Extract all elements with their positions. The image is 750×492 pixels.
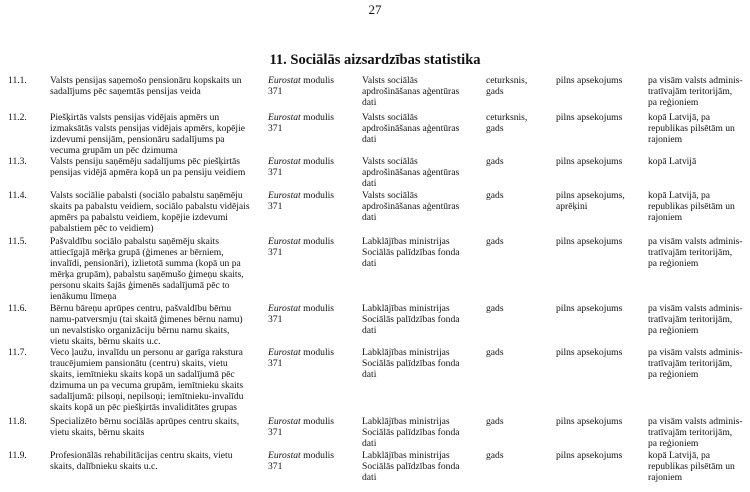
row-description: Profesionālās rehabilitācijas centru skaits, vietu skaits, dalībnieku skaits u.c. (50, 450, 233, 472)
row-source (268, 113, 360, 135)
row-frequency: gads (486, 347, 504, 358)
source-name: Eurostat (268, 190, 301, 201)
row-method: pilns apsekojums (556, 156, 623, 167)
row-source (268, 157, 360, 179)
row-method: pilns apsekojums, aprēķini (556, 190, 625, 212)
source-module: modulis 371 (268, 190, 335, 212)
row-data-provider: Valsts sociālās apdrošināšanas aģentūras dati (362, 75, 460, 108)
row-frequency: gads (486, 416, 504, 427)
row-frequency: gads (486, 236, 504, 247)
row-frequency: gads (486, 303, 504, 314)
row-number: 11.8. (8, 416, 27, 427)
source-module: modulis 371 (268, 303, 335, 325)
row-number: 11.4. (8, 190, 27, 201)
source-name: Eurostat (268, 156, 301, 167)
row-source (268, 304, 360, 326)
source-name: Eurostat (268, 75, 301, 86)
row-number: 11.1. (8, 75, 27, 86)
row-method: pilns apsekojums (556, 112, 623, 123)
row-number: 11.6. (8, 303, 27, 314)
row-number: 11.2. (8, 112, 27, 123)
row-frequency: gads (486, 190, 504, 201)
row-data-provider: Labklājības ministrijas Sociālās palīdzības fonda dati (362, 303, 460, 336)
row-frequency: gads (486, 156, 504, 167)
row-territory: pa visām valsts adminis- tratīvajām teritorijām, pa reģioniem (648, 75, 743, 108)
row-data-provider: Labklājības ministrijas Sociālās palīdzības fonda dati (362, 236, 460, 269)
row-source (268, 348, 360, 370)
row-data-provider: Labklājības ministrijas Sociālās palīdzības fonda dati (362, 450, 460, 483)
row-description: Bērnu bāreņu aprūpes centru, pašvaldību bērnu namu-patversmju (tai skaitā ģimenes bērnu namu) un nevalstisko organizāciju bērnu namu skaits, vietu skaits, bērnu skaits u.c. (50, 303, 243, 347)
source-module: modulis 371 (268, 236, 335, 258)
row-source (268, 76, 360, 98)
row-method: pilns apsekojums (556, 347, 623, 358)
row-frequency: gads (486, 450, 504, 461)
row-frequency: ceturksnis, gads (486, 75, 528, 97)
row-data-provider: Valsts sociālās apdrošināšanas aģentūras dati (362, 190, 460, 223)
section-title: 11. Sociālās aizsardzības statistika (269, 52, 481, 68)
row-description: Valsts sociālie pabalsti (sociālo pabalstu saņēmēju skaits pa pabalstu veidiem, sociālo pabalstu vidējais apmērs pa pabalstu veidiem, kopējie izdevumi pabalstiem pēc to veidiem) (50, 190, 250, 234)
row-territory: pa visām valsts adminis- tratīvajām teritorijām, pa reģioniem (648, 236, 743, 269)
row-description: Pašvaldību sociālo pabalstu saņēmēju skaits attiecīgajā mērķa grupā (ģimenes ar bērniem, invalīdi, pensionāri), izlietotā summa (kopā un pa mērķa grupām), pabalstu saņēmušo ģimeņu skaits, personu skaits šajās ģimenēs sadalījumā pēc to ienākumu līmeņa (50, 236, 244, 302)
row-source (268, 237, 360, 259)
row-territory: pa visām valsts adminis- tratīvajām teritorijām, pa reģioniem (648, 416, 743, 449)
row-description: Veco ļaužu, invalīdu un personu ar garīga rakstura traucējumiem pansionātu (centru) skaits, vietu skaits, iemītnieku skaits kopā un sadalījumā pēc dzimuma un pa vecuma grupām, iemītnieku skaits sadalījumā: pilsoņi, nepilsoņi; iemītnieku-invalīdu skaits kopā un pēc piešķirtās invaliditātes grupas (50, 347, 244, 413)
row-method: pilns apsekojums (556, 303, 623, 314)
row-number: 11.5. (8, 236, 27, 247)
source-module: modulis 371 (268, 416, 335, 438)
source-name: Eurostat (268, 303, 301, 314)
row-number: 11.9. (8, 450, 27, 461)
row-method: pilns apsekojums (556, 416, 623, 427)
source-module: modulis 371 (268, 156, 335, 178)
source-name: Eurostat (268, 112, 301, 123)
row-description: Piešķirtās valsts pensijas vidējais apmērs un izmaksātās valsts pensijas vidējais apmērs, kopējie izdevumi pensijām, pensionāru sadalījums pa vecuma grupām un pēc dzimuma (50, 112, 246, 156)
row-data-provider: Valsts sociālās apdrošināšanas aģentūras dati (362, 156, 460, 189)
row-number: 11.3. (8, 156, 27, 167)
source-name: Eurostat (268, 236, 301, 247)
row-territory: pa visām valsts adminis- tratīvajām teritorijām, pa reģioniem (648, 347, 743, 380)
row-data-provider: Labklājības ministrijas Sociālās palīdzības fonda dati (362, 416, 460, 449)
row-territory: kopā Latvijā (648, 156, 697, 167)
row-method: pilns apsekojums (556, 450, 623, 461)
source-name: Eurostat (268, 347, 301, 358)
row-data-provider: Labklājības ministrijas Sociālās palīdzības fonda dati (362, 347, 460, 380)
page-number: 27 (368, 2, 382, 17)
row-territory: pa visām valsts adminis- tratīvajām teritorijām, pa reģioniem (648, 303, 743, 336)
source-name: Eurostat (268, 450, 301, 461)
source-module: modulis 371 (268, 75, 335, 97)
row-method: pilns apsekojums (556, 75, 623, 86)
row-description: Specializēto bērnu sociālās aprūpes centru skaits, vietu skaits, bērnu skaits (50, 416, 240, 438)
row-description: Valsts pensijas saņemošo pensionāru kopskaits un sadalījums pēc saņemtās pensijas veida (50, 75, 242, 97)
row-source (268, 451, 360, 473)
row-territory: kopā Latvijā, pa republikas pilsētām un rajoniem (648, 450, 735, 483)
row-territory: kopā Latvijā, pa republikas pilsētām un rajoniem (648, 112, 735, 145)
row-source (268, 417, 360, 439)
row-territory: kopā Latvijā, pa republikas pilsētām un rajoniem (648, 190, 735, 223)
source-module: modulis 371 (268, 112, 335, 134)
row-data-provider: Valsts sociālās apdrošināšanas aģentūras dati (362, 112, 460, 145)
source-name: Eurostat (268, 416, 301, 427)
source-module: modulis 371 (268, 450, 335, 472)
row-method: pilns apsekojums (556, 236, 623, 247)
row-description: Valsts pensiju saņēmēju sadalījums pēc piešķirtās pensijas vidējā apmēra kopā un pa pensiju veidiem (50, 156, 246, 178)
row-source (268, 191, 360, 213)
source-module: modulis 371 (268, 347, 335, 369)
row-number: 11.7. (8, 347, 27, 358)
row-frequency: ceturksnis, gads (486, 112, 528, 134)
